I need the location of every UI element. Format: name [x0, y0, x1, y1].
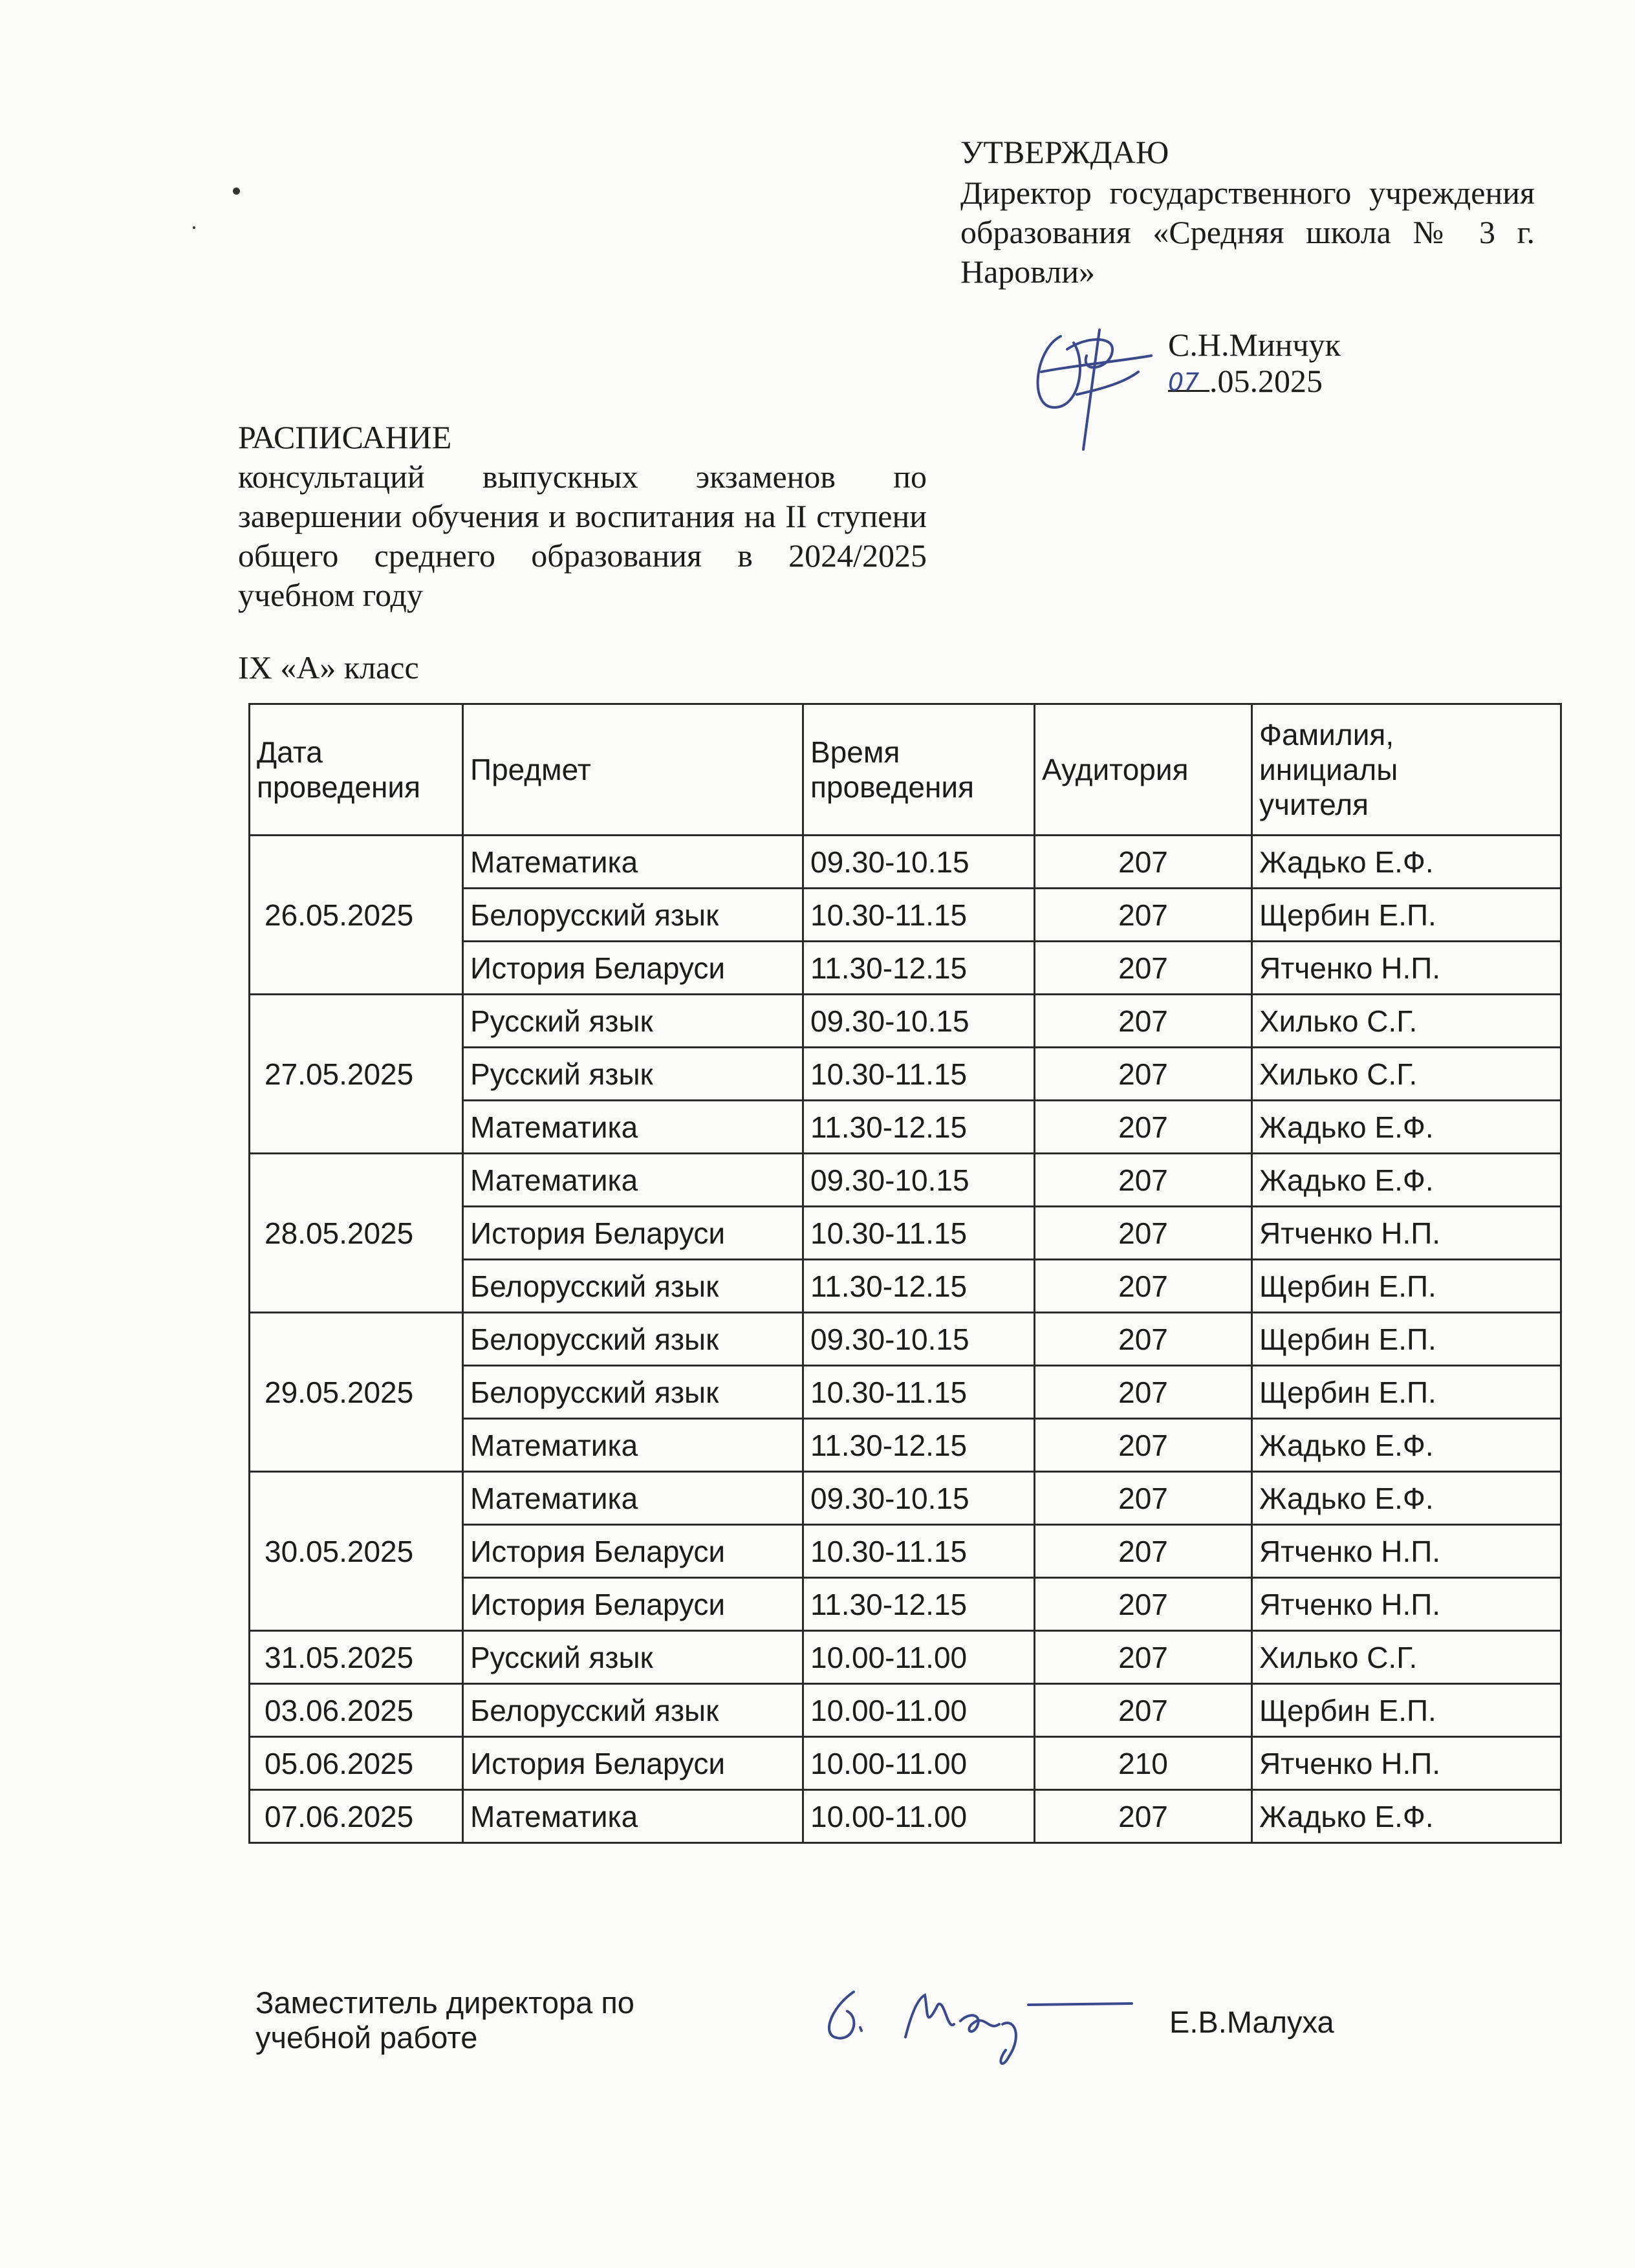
teacher-cell: Щербин Е.П. — [1252, 1366, 1561, 1419]
subject-cell: История Беларуси — [463, 1737, 803, 1790]
approval-block — [960, 133, 1535, 292]
room-cell: 207 — [1035, 942, 1252, 995]
date-cell: 31.05.2025 — [250, 1631, 463, 1684]
date-cell: 28.05.2025 — [250, 1154, 463, 1313]
document-title-block — [238, 418, 927, 615]
time-cell: 10.30-11.15 — [803, 1525, 1035, 1578]
room-cell: 207 — [1035, 1366, 1252, 1419]
teacher-cell: Ятченко Н.П. — [1252, 1207, 1561, 1260]
time-cell: 09.30-10.15 — [803, 1154, 1035, 1207]
time-cell: 10.30-11.15 — [803, 1048, 1035, 1101]
teacher-cell: Щербин Е.П. — [1252, 1684, 1561, 1737]
date-cell: 03.06.2025 — [250, 1684, 463, 1737]
teacher-cell: Жадько Е.Ф. — [1252, 1101, 1561, 1154]
teacher-cell: Щербин Е.П. — [1252, 889, 1561, 942]
teacher-cell: Жадько Е.Ф. — [1252, 836, 1561, 889]
teacher-cell: Щербин Е.П. — [1252, 1313, 1561, 1366]
table-row — [250, 995, 1561, 1048]
table-row — [250, 1472, 1561, 1525]
time-cell: 10.00-11.00 — [803, 1737, 1035, 1790]
director-name: С.Н.Минчук — [1168, 327, 1341, 363]
header-date: Дата проведения — [250, 704, 463, 836]
room-cell: 207 — [1035, 1207, 1252, 1260]
subject-cell: Русский язык — [463, 995, 803, 1048]
class-label: IX «А» класс — [238, 649, 419, 686]
time-cell: 09.30-10.15 — [803, 1472, 1035, 1525]
time-cell: 10.00-11.00 — [803, 1684, 1035, 1737]
subject-cell: История Беларуси — [463, 942, 803, 995]
room-cell: 207 — [1035, 995, 1252, 1048]
teacher-cell: Щербин Е.П. — [1252, 1260, 1561, 1313]
room-cell: 207 — [1035, 836, 1252, 889]
deputy-title — [255, 1985, 634, 2055]
teacher-cell: Хилько С.Г. — [1252, 1631, 1561, 1684]
date-cell: 05.06.2025 — [250, 1737, 463, 1790]
date-cell: 07.06.2025 — [250, 1790, 463, 1843]
subject-cell: История Беларуси — [463, 1207, 803, 1260]
table-row — [250, 1313, 1561, 1366]
room-cell: 210 — [1035, 1737, 1252, 1790]
document-subtitle: консультаций выпускных экзаменов по завершении обучения и воспитания на II ступени общего среднего образования в 2024/2025 учебном году — [238, 459, 927, 613]
date-suffix: .05.2025 — [1209, 363, 1323, 399]
table-row — [250, 1684, 1561, 1737]
deputy-name: Е.В.Малуха — [1169, 2005, 1334, 2039]
time-cell: 11.30-12.15 — [803, 1419, 1035, 1472]
time-cell: 10.00-11.00 — [803, 1790, 1035, 1843]
subject-cell: Математика — [463, 1419, 803, 1472]
time-cell: 10.30-11.15 — [803, 1207, 1035, 1260]
table-row — [250, 1790, 1561, 1843]
room-cell: 207 — [1035, 1419, 1252, 1472]
teacher-cell: Жадько Е.Ф. — [1252, 1790, 1561, 1843]
subject-cell: Белорусский язык — [463, 1684, 803, 1737]
subject-cell: Белорусский язык — [463, 1313, 803, 1366]
table-header-row — [250, 704, 1561, 836]
time-cell: 11.30-12.15 — [803, 1101, 1035, 1154]
header-teacher: Фамилия, инициалы учителя — [1252, 704, 1561, 836]
teacher-cell: Ятченко Н.П. — [1252, 942, 1561, 995]
teacher-cell: Ятченко Н.П. — [1252, 1578, 1561, 1631]
room-cell: 207 — [1035, 1101, 1252, 1154]
subject-cell: Математика — [463, 1154, 803, 1207]
time-cell: 10.30-11.15 — [803, 889, 1035, 942]
deputy-signature — [815, 1966, 1151, 2076]
table-row — [250, 836, 1561, 889]
subject-cell: Математика — [463, 1790, 803, 1843]
scan-speck — [233, 188, 240, 195]
room-cell: 207 — [1035, 1631, 1252, 1684]
schedule-table — [248, 703, 1562, 1844]
room-cell: 207 — [1035, 1684, 1252, 1737]
time-cell: 09.30-10.15 — [803, 1313, 1035, 1366]
time-cell: 09.30-10.15 — [803, 995, 1035, 1048]
room-cell: 207 — [1035, 1154, 1252, 1207]
subject-cell: История Беларуси — [463, 1525, 803, 1578]
header-room: Аудитория — [1035, 704, 1252, 836]
time-cell: 09.30-10.15 — [803, 836, 1035, 889]
approval-heading: УТВЕРЖДАЮ — [960, 134, 1169, 170]
teacher-cell: Жадько Е.Ф. — [1252, 1154, 1561, 1207]
date-cell: 29.05.2025 — [250, 1313, 463, 1472]
time-cell: 10.00-11.00 — [803, 1631, 1035, 1684]
teacher-cell: Хилько С.Г. — [1252, 995, 1561, 1048]
approval-text: Директор государственного учреждения образования «Средняя школа № 3 г. Наровли» — [960, 175, 1535, 290]
approval-date — [1168, 360, 1323, 401]
time-cell: 11.30-12.15 — [803, 942, 1035, 995]
teacher-cell: Ятченко Н.П. — [1252, 1525, 1561, 1578]
teacher-cell: Жадько Е.Ф. — [1252, 1472, 1561, 1525]
handwritten-day: 07 — [1168, 368, 1200, 396]
date-cell: 30.05.2025 — [250, 1472, 463, 1631]
teacher-cell: Жадько Е.Ф. — [1252, 1419, 1561, 1472]
time-cell: 10.30-11.15 — [803, 1366, 1035, 1419]
subject-cell: Математика — [463, 1472, 803, 1525]
room-cell: 207 — [1035, 1313, 1252, 1366]
subject-cell: Русский язык — [463, 1048, 803, 1101]
room-cell: 207 — [1035, 1472, 1252, 1525]
time-cell: 11.30-12.15 — [803, 1260, 1035, 1313]
room-cell: 207 — [1035, 1260, 1252, 1313]
teacher-cell: Хилько С.Г. — [1252, 1048, 1561, 1101]
document-title: РАСПИСАНИЕ — [238, 419, 452, 455]
date-cell: 27.05.2025 — [250, 995, 463, 1154]
deputy-title-line1: Заместитель директора по — [255, 1985, 634, 2020]
header-subject: Предмет — [463, 704, 803, 836]
table-row — [250, 1631, 1561, 1684]
director-signature — [1015, 310, 1164, 453]
header-time: Время проведения — [803, 704, 1035, 836]
room-cell: 207 — [1035, 1790, 1252, 1843]
table-row — [250, 1154, 1561, 1207]
deputy-title-line2: учебной работе — [255, 2020, 478, 2055]
room-cell: 207 — [1035, 1578, 1252, 1631]
room-cell: 207 — [1035, 1048, 1252, 1101]
subject-cell: История Беларуси — [463, 1578, 803, 1631]
time-cell: 11.30-12.15 — [803, 1578, 1035, 1631]
subject-cell: Русский язык — [463, 1631, 803, 1684]
table-row — [250, 1737, 1561, 1790]
subject-cell: Математика — [463, 1101, 803, 1154]
subject-cell: Белорусский язык — [463, 1260, 803, 1313]
room-cell: 207 — [1035, 1525, 1252, 1578]
subject-cell: Белорусский язык — [463, 889, 803, 942]
date-cell: 26.05.2025 — [250, 836, 463, 995]
teacher-cell: Ятченко Н.П. — [1252, 1737, 1561, 1790]
subject-cell: Белорусский язык — [463, 1366, 803, 1419]
room-cell: 207 — [1035, 889, 1252, 942]
date-blank — [1168, 360, 1209, 396]
subject-cell: Математика — [463, 836, 803, 889]
scan-speck — [193, 226, 195, 229]
